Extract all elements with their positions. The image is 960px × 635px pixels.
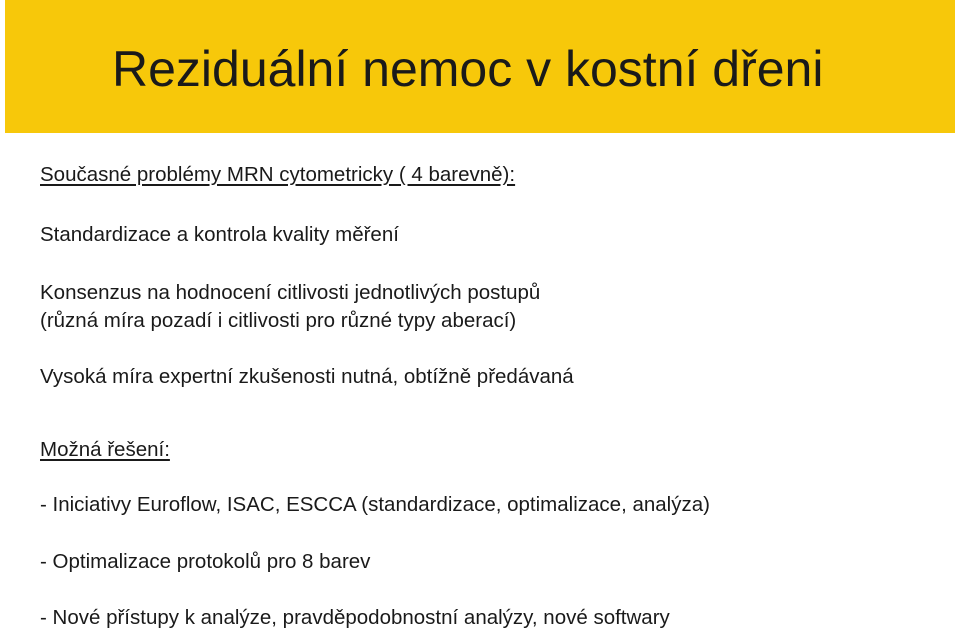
solutions-heading: Možná řešení: xyxy=(40,438,170,461)
solution-item-protocols: - Optimalizace protokolů pro 8 barev xyxy=(40,550,371,573)
problems-heading: Současné problémy MRN cytometricky ( 4 barevně): xyxy=(40,163,516,186)
problem-item-standardization: Standardizace a kontrola kvality měření xyxy=(40,223,399,246)
solution-item-initiatives: - Iniciativy Euroflow, ISAC, ESCCA (standardizace, optimalizace, analýza) xyxy=(40,493,710,516)
page-title: Reziduální nemoc v kostní dřeni xyxy=(112,41,824,97)
solution-item-analysis: - Nové přístupy k analýze, pravděpodobnostní analýzy, nové softwary xyxy=(40,606,670,629)
problem-item-consensus-note: (různá míra pozadí i citlivosti pro různé typy aberací) xyxy=(40,309,517,332)
problem-item-expertise: Vysoká míra expertní zkušenosti nutná, obtížně předávaná xyxy=(40,365,574,388)
problem-item-consensus: Konsenzus na hodnocení citlivosti jednotlivých postupů xyxy=(40,281,541,304)
title-banner xyxy=(5,0,955,133)
